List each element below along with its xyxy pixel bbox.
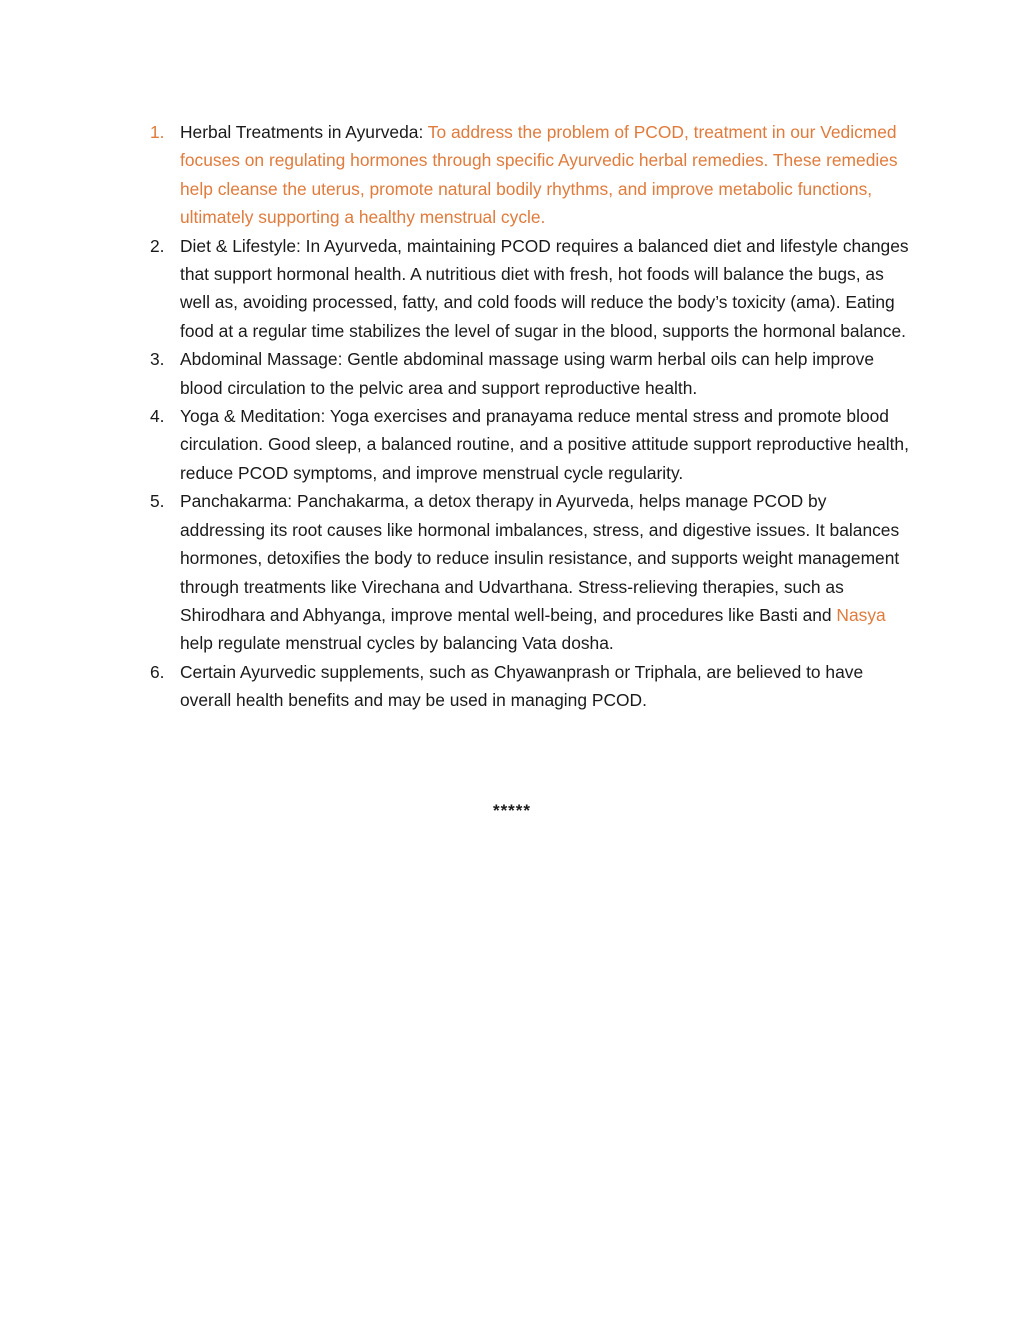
list-number: 4.	[150, 406, 165, 427]
list-number: 5.	[150, 491, 165, 512]
list-item	[150, 658, 910, 715]
treatment-list	[150, 118, 910, 715]
item-text-before: Panchakarma: Panchakarma, a detox therapy in Ayurveda, helps manage PCOD by addressing its root causes like hormonal imbalances, stress, and digestive issues. It balances hormones, detoxifies the body to reduce insulin resistance, and supports weight management through treatments like Virechana and Udvarthana. Stress-relieving therapies, such as Shirodhara and Abhyanga, improve mental well-being, and procedures like Basti and	[180, 491, 900, 625]
list-item	[150, 345, 910, 402]
list-number: 3.	[150, 349, 165, 370]
list-item	[150, 232, 910, 346]
list-item-text	[180, 118, 910, 232]
list-item	[150, 118, 910, 232]
item-label: Herbal Treatments in Ayurveda:	[180, 122, 428, 142]
list-number: 6.	[150, 661, 165, 682]
list-item	[150, 402, 910, 487]
list-item-text	[180, 487, 910, 657]
list-item	[150, 487, 910, 657]
list-item-text: Yoga & Meditation: Yoga exercises and pranayama reduce mental stress and promote blood circulation. Good sleep, a balanced routine, and a positive attitude support reproductive health, reduce PCOD symptoms, and improve menstrual cycle regularity.	[180, 406, 909, 483]
list-item-text: Certain Ayurvedic supplements, such as Chyawanprash or Triphala, are believed to have overall health benefits and may be used in managing PCOD.	[180, 661, 864, 711]
section-separator: *****	[492, 801, 532, 820]
list-item-text: Diet & Lifestyle: In Ayurveda, maintaining PCOD requires a balanced diet and lifestyle changes that support hormonal health. A nutritious diet with fresh, hot foods will balance the bugs, as well as, avoiding processed, fatty, and cold foods will reduce the body’s toxicity (ama). Eating food at a regular time stabilizes the level of sugar in the blood, supports the hormonal balance.	[180, 235, 909, 341]
highlighted-link-text[interactable]: Nasya	[836, 604, 886, 625]
list-item-text: Abdominal Massage: Gentle abdominal massage using warm herbal oils can help improve blood circulation to the pelvic area and support reproductive health.	[180, 349, 875, 398]
item-text-after: help regulate menstrual cycles by balancing Vata dosha.	[180, 633, 614, 654]
highlighted-text: To address the problem of PCOD, treatment in our Vedicmed focuses on regulating hormones through specific Ayurvedic herbal remedies. These remedies help cleanse the uterus, promote natural bodily rhythms, and improve metabolic functions, ultimately supporting a healthy menstrual cycle.	[180, 122, 898, 228]
list-number: 2.	[150, 235, 165, 256]
list-number: 1.	[150, 122, 165, 142]
